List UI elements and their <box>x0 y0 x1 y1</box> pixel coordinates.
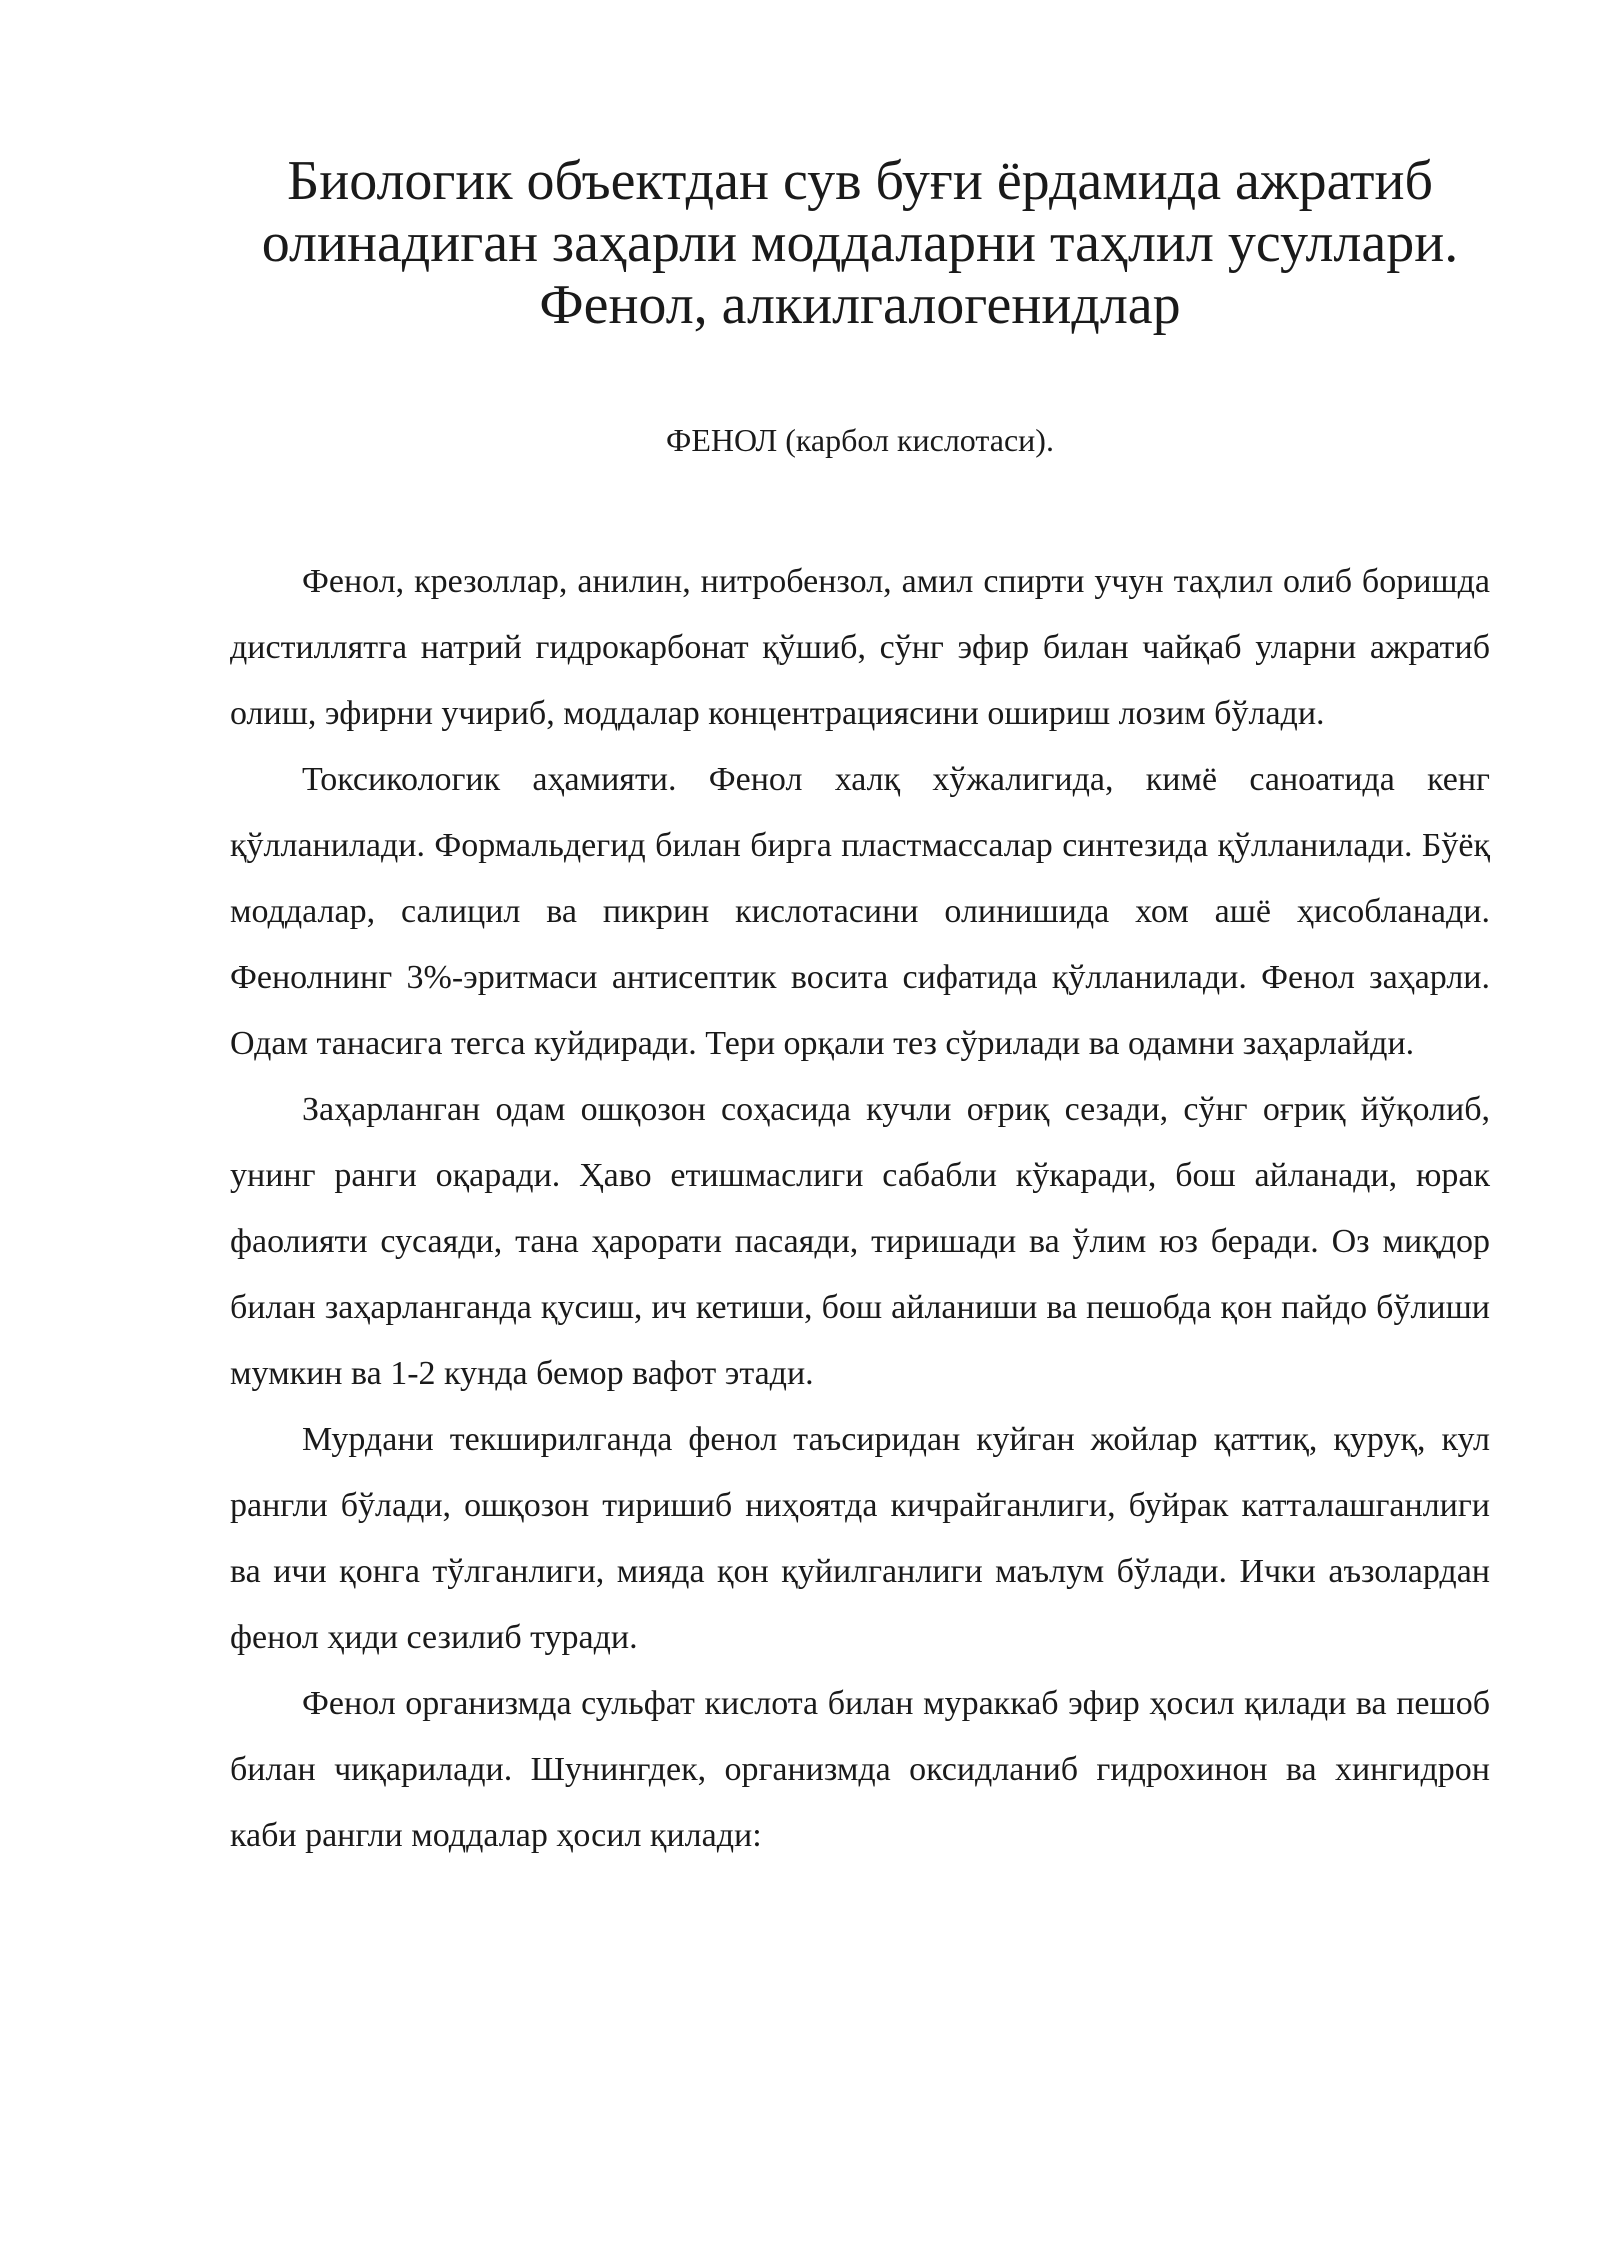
paragraph: Заҳарланган одам ошқозон соҳасида кучли оғриқ сезади, сўнг оғриқ йўқолиб, унинг ранги оқаради. Ҳаво етишмаслиги сабабли кўкаради, бош айланади, юрак фаолияти сусаяди, тана ҳарорати пасаяди, тиришади ва ўлим юз беради. Оз миқдор билан заҳарланганда қусиш, ич кетиши, бош айланиши ва пешобда қон пайдо бўлиши мумкин ва 1-2 кунда бемор вафот этади. <box>230 1091 1490 1392</box>
document-body <box>230 549 1490 1869</box>
document-title: Биологик объектдан сув буғи ёрдамида ажратиб олинадиган заҳарли моддаларни таҳлил усуллари. Фенол, алкилгалогенидлар <box>261 150 1459 336</box>
paragraph: Фенол организмда сульфат кислота билан мураккаб эфир ҳосил қилади ва пешоб билан чиқарилади. Шунингдек, организмда оксидланиб гидрохинон ва хингидрон каби рангли моддалар ҳосил қилади: <box>230 1685 1490 1854</box>
paragraph: Токсикологик аҳамияти. Фенол халқ хўжалигида, кимё саноатида кенг қўлланилади. Формальдегид билан бирга пластмассалар синтезида қўлланилади. Бўёқ моддалар, салицил ва пикрин кислотасини олинишида хом ашё ҳисобланади. Фенолнинг 3%-эритмаси антисептик восита сифатида қўлланилади. Фенол заҳарли. Одам танасига тегса куйдиради. Тери орқали тез сўрилади ва одамни заҳарлайди. <box>230 761 1490 1062</box>
section-heading: ФЕНОЛ (карбол кислотаси). <box>666 422 1054 458</box>
paragraph: Фенол, крезоллар, анилин, нитробензол, амил спирти учун таҳлил олиб боришда дистиллятга натрий гидрокарбонат қўшиб, сўнг эфир билан чайқаб уларни ажратиб олиш, эфирни учириб, моддалар концентрациясини ошириш лозим бўлади. <box>230 563 1490 732</box>
paragraph: Мурдани текширилганда фенол таъсиридан куйган жойлар қаттиқ, қуруқ, кул рангли бўлади, ошқозон тиришиб ниҳоятда кичрайганлиги, буйрак катталашганлиги ва ичи қонга тўлганлиги, мияда қон қуйилганлиги маълум бўлади. Ички аъзолардан фенол ҳиди сезилиб туради. <box>230 1421 1490 1656</box>
